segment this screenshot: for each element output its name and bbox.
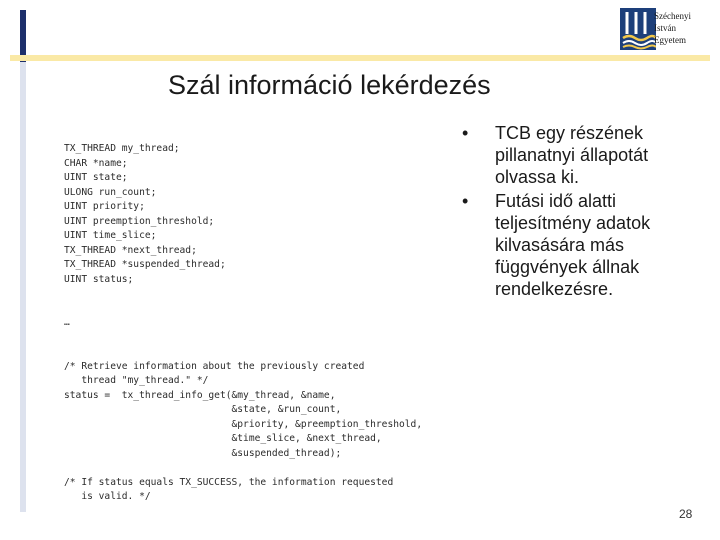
- slide-title: Szál információ lekérdezés: [168, 70, 491, 100]
- bullet-list: [462, 122, 702, 302]
- code-line: &state, &run_count,: [64, 404, 342, 415]
- bullet-item: [462, 122, 702, 188]
- bullet-text: TCB egy részének pillanatnyi állapotát olvassa ki.: [495, 123, 649, 187]
- code-line: is valid. */: [64, 491, 151, 502]
- bullet-icon: •: [462, 123, 469, 143]
- code-line: status = tx_thread_info_get(&my_thread, &name,: [64, 389, 336, 401]
- logo-line-2: István: [654, 23, 676, 33]
- code-line: /* If status equals TX_SUCCESS, the information requested: [64, 476, 394, 488]
- page-number: 28: [679, 507, 693, 521]
- code-line: TX_THREAD *next_thread;: [64, 244, 197, 256]
- university-logo-icon: [620, 8, 656, 50]
- code-line: TX_THREAD *suspended_thread;: [64, 259, 226, 270]
- code-line: &priority, &preemption_threshold,: [64, 418, 423, 430]
- code-line: UINT state;: [64, 172, 128, 183]
- code-line: UINT time_slice;: [64, 230, 157, 241]
- code-line: UINT status;: [64, 273, 134, 285]
- code-line: UINT priority;: [64, 201, 145, 212]
- code-line: &time_slice, &next_thread,: [64, 433, 382, 444]
- bullet-text: Futási idő alatti teljesítmény adatok kilvasására más függvények állnak rendelkezésre.: [495, 191, 651, 299]
- code-sample: [64, 142, 422, 505]
- logo-line-3: Egyetem: [654, 35, 686, 45]
- bullet-icon: •: [462, 191, 469, 211]
- code-line: CHAR *name;: [64, 157, 128, 169]
- code-line: TX_THREAD my_thread;: [64, 143, 180, 154]
- logo-line-1: Széchenyi: [654, 11, 691, 21]
- code-line: &suspended_thread);: [64, 447, 342, 459]
- code-ellipsis: …: [64, 317, 70, 328]
- code-line: ULONG run_count;: [64, 186, 157, 198]
- bullet-item: [462, 190, 702, 300]
- code-line: thread "my_thread." */: [64, 375, 209, 386]
- header-stripe: [10, 55, 710, 61]
- university-name: [654, 10, 691, 46]
- code-line: /* Retrieve information about the previously created: [64, 360, 365, 372]
- side-rule: [20, 62, 26, 512]
- code-line: UINT preemption_threshold;: [64, 215, 215, 227]
